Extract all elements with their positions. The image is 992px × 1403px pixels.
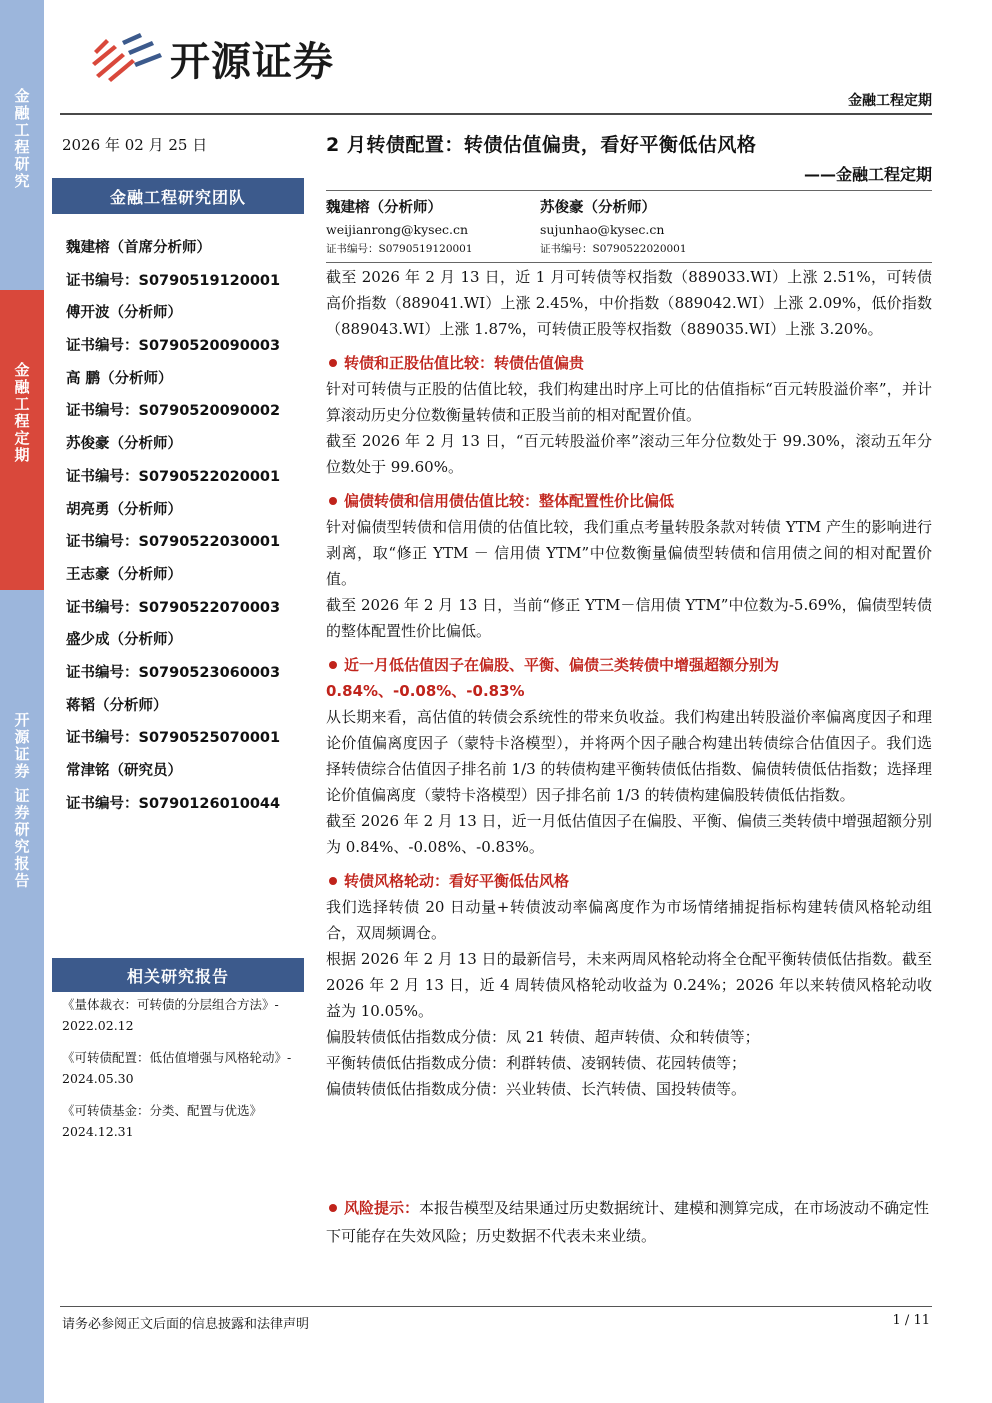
section-heading xyxy=(326,350,932,376)
page-number: 1 / 11 xyxy=(892,1313,930,1328)
team-row: 王志豪（分析师） xyxy=(66,566,182,583)
analyst-email[interactable]: sujunhao@kysec.cn xyxy=(540,222,665,237)
analyst-email[interactable]: weijianrong@kysec.cn xyxy=(326,222,468,237)
team-row: 证书编号：S0790523060003 xyxy=(66,664,281,681)
analysts-bottom-divider xyxy=(326,262,932,263)
side-strip-bottom-label: 开源证券 证券研究报告 xyxy=(12,712,31,890)
analyst-card xyxy=(326,196,473,258)
team-heading: 金融工程研究团队 xyxy=(52,178,304,214)
team-row: 证书编号：S0790520090003 xyxy=(66,338,281,355)
bullet-icon xyxy=(329,661,337,669)
team-list xyxy=(66,232,306,820)
analysts-top-divider xyxy=(326,190,932,191)
paragraph: 截至 2026 年 2 月 13 日，近一月低估值因子在偏股、平衡、偏债三类转债中增强超额分别为 0.84%、-0.08%、-0.83%。 xyxy=(326,812,932,856)
bullet-icon xyxy=(329,359,337,367)
bullet-icon xyxy=(329,1204,337,1212)
header-tag: 金融工程定期 xyxy=(848,93,932,109)
paragraph: 根据 2026 年 2 月 13 日的最新信号，未来两周风格轮动将全仓配平衡转债低估指数。截至 2026 年 2 月 13 日，近 4 周转债风格轮动收益为 0.24%；2026 年以来转债风格轮动收益为 10.05%。 xyxy=(326,950,932,1020)
risk-label: 风险提示： xyxy=(344,1199,420,1217)
paragraph: 针对可转债与正股的估值比较，我们构建出时序上可比的估值指标“百元转股溢价率”，并计算滚动历史分位数衡量转债和正股当前的相对配置价值。 xyxy=(326,380,932,424)
section-heading xyxy=(326,652,932,704)
report-date: 2026 年 02 月 25 日 xyxy=(62,136,208,154)
related-list xyxy=(62,994,306,1153)
related-heading: 相关研究报告 xyxy=(52,958,304,992)
report-body xyxy=(326,264,932,1102)
side-strip-bottom xyxy=(0,590,44,1403)
footer-divider xyxy=(60,1306,932,1307)
section-heading-text: 近一月低估值因子在偏股、平衡、偏债三类转债中增强超额分别为 0.84%、-0.08%、-0.83% xyxy=(326,656,780,700)
bullet-icon xyxy=(329,877,337,885)
risk-notice xyxy=(326,1194,932,1250)
side-strip-middle xyxy=(0,290,44,590)
team-row: 证书编号：S0790525070001 xyxy=(66,730,281,747)
side-strip-top xyxy=(0,0,44,290)
paragraph: 针对偏债型转债和信用债的估值比较，我们重点考量转股条款对转债 YTM 产生的影响进行剥离，取“修正 YTM － 信用债 YTM”中位数衡量偏债型转债和信用债之间的相对配置价值。 xyxy=(326,518,932,588)
analyst-cert: 证书编号：S0790522020001 xyxy=(540,243,687,255)
paragraph: 我们选择转债 20 日动量+转债波动率偏离度作为市场情绪捕捉指标构建转债风格轮动组合，双周频调仓。 xyxy=(326,898,932,942)
team-row: 证书编号：S0790522020001 xyxy=(66,468,281,485)
brand-name: 开源证券 xyxy=(170,39,334,85)
team-row: 盛少成（分析师） xyxy=(66,632,182,649)
brand-logo xyxy=(88,30,334,87)
related-report-link[interactable]: 《量体裁衣：可转债的分层组合方法》- 2022.02.12 xyxy=(62,997,279,1033)
team-row: 证书编号：S0790522070003 xyxy=(66,599,281,616)
side-strip-top-label: 金融工程研究 xyxy=(12,88,31,190)
paragraph: 截至 2026 年 2 月 13 日，当前“修正 YTM－信用债 YTM”中位数为-5.69%，偏债型转债的整体配置性价比偏低。 xyxy=(326,596,932,640)
team-row: 蒋韬（分析师） xyxy=(66,697,168,714)
report-title: 2 月转债配置：转债估值偏贵，看好平衡低估风格 xyxy=(326,134,757,156)
analyst-card xyxy=(540,196,687,258)
team-row: 证书编号：S0790520090002 xyxy=(66,403,281,420)
header-divider xyxy=(60,113,932,115)
team-row: 证书编号：S0790522030001 xyxy=(66,534,281,551)
section-heading xyxy=(326,868,932,894)
paragraph: 偏股转债低估指数成分债：凤 21 转债、超声转债、众和转债等； xyxy=(326,1028,760,1046)
side-strip-middle-label: 金融工程定期 xyxy=(12,362,31,464)
team-row: 胡亮勇（分析师） xyxy=(66,501,182,518)
report-subtitle: ——金融工程定期 xyxy=(803,165,932,184)
analyst-cert: 证书编号：S0790519120001 xyxy=(326,243,473,255)
section-heading xyxy=(326,488,932,514)
related-report-link[interactable]: 《可转债配置：低估值增强与风格轮动》- 2024.05.30 xyxy=(62,1050,292,1086)
team-row: 证书编号：S0790519120001 xyxy=(66,272,281,289)
team-row: 证书编号：S0790126010044 xyxy=(66,795,281,812)
team-row: 常津铭（研究员） xyxy=(66,763,182,779)
team-row: 傅开波（分析师） xyxy=(66,305,182,322)
section-heading-text: 偏债转债和信用债估值比较：整体配置性价比偏低 xyxy=(344,492,675,510)
team-row: 苏俊豪（分析师） xyxy=(66,436,182,453)
related-report-link[interactable]: 《可转债基金：分类、配置与优选》2024.12.31 xyxy=(62,1103,263,1139)
analyst-name: 苏俊豪（分析师） xyxy=(540,200,656,216)
team-row: 高 鹏（分析师） xyxy=(66,370,173,387)
section-heading-text: 转债风格轮动：看好平衡低估风格 xyxy=(344,872,570,890)
footer-disclaimer: 请务必参阅正文后面的信息披露和法律声明 xyxy=(62,1317,310,1332)
team-row: 魏建榕（首席分析师） xyxy=(66,240,211,256)
section-heading-text: 转债和正股估值比较：转债估值偏贵 xyxy=(344,354,585,372)
paragraph: 截至 2026 年 2 月 13 日，“百元转股溢价率”滚动三年分位数处于 99.30%，滚动五年分位数处于 99.60%。 xyxy=(326,432,932,476)
brand-logo-icon xyxy=(88,31,164,87)
side-strip xyxy=(0,0,44,1403)
bullet-icon xyxy=(329,497,337,505)
intro-paragraph: 截至 2026 年 2 月 13 日，近 1 月可转债等权指数（889033.WI）上涨 2.51%，可转债高价指数（889041.WI）上涨 2.45%，中价指数（889042.WI）上涨 2.09%，低价指数（889043.WI）上涨 1.87%，可转债正股等权指数（889035.WI）上涨 3.20%。 xyxy=(326,268,932,338)
paragraph: 从长期来看，高估值的转债会系统性的带来负收益。我们构建出转股溢价率偏离度因子和理论价值偏离度因子（蒙特卡洛模型），并将两个因子融合构建出转债综合估值因子。我们选择转债综合估值因子排名前 1/3 的转债构建平衡转债低估指数、偏债转债低估指数；选择理论价值偏离度（蒙特卡洛模型）因子排名前 1/3 的转债构建偏股转债低估指数。 xyxy=(326,708,932,804)
paragraph: 偏债转债低估指数成分债：兴业转债、长汽转债、国投转债等。 xyxy=(326,1080,747,1098)
analyst-name: 魏建榕（分析师） xyxy=(326,200,442,216)
paragraph: 平衡转债低估指数成分债：利群转债、凌钢转债、花园转债等； xyxy=(326,1054,747,1072)
risk-text: 本报告模型及结果通过历史数据统计、建模和测算完成，在市场波动不确定性下可能存在失效风险；历史数据不代表未来业绩。 xyxy=(326,1199,930,1245)
